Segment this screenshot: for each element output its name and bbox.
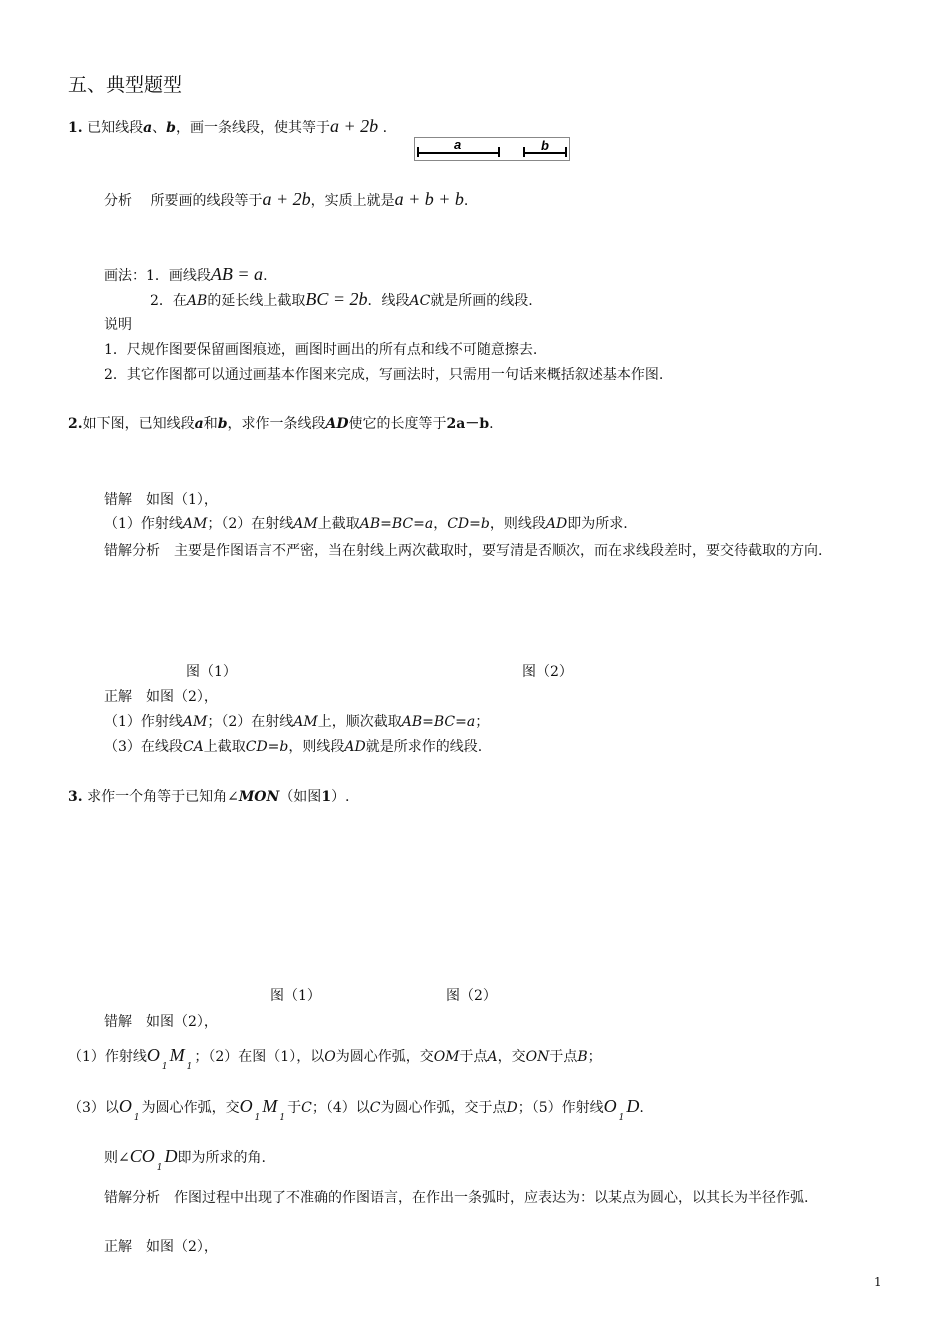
figure-2-caption: 图（2） bbox=[522, 664, 573, 680]
correct-solution-label: 正解 如图（2）， bbox=[104, 1239, 218, 1255]
wrong-solution-steps-1-2: （1）作射线$O_1M_1$；（2）在图（1），以O为圆心作弧，交OM于点A，交ON于点B； bbox=[68, 1045, 602, 1072]
note-2: 2．其它作图都可以通过画基本作图来完成，写画法时，只需用一句话来概括叙述基本作图. bbox=[104, 367, 664, 383]
wrong-solution-steps: （1）作射线AM；（2）在射线AM上截取AB=BC=a，CD=b，则线段AD即为所求. bbox=[104, 516, 628, 532]
problem-3-statement: 3. 求作一个角等于已知角∠MON（如图1）. bbox=[68, 789, 350, 805]
correct-solution-step-1: （1）作射线AM；（2）在射线AM上，顺次截取AB=BC=a； bbox=[104, 714, 490, 730]
problem-1-statement: 1. 已知线段a、b，画一条线段，使其等于a + 2b . bbox=[68, 116, 388, 136]
segment-b-label: b bbox=[541, 138, 549, 153]
wrong-solution-analysis: 错解分析 主要是作图语言不严密，当在射线上两次截取时，要写清是否顺次，而在求线段差时，要交待截取的方向. bbox=[104, 543, 823, 559]
conclusion-line: 则$\angle CO_1D$即为所求的角. bbox=[104, 1146, 266, 1173]
wrong-solution-steps-3-5: （3）以$O_1$为圆心作弧，交$O_1M_1$于C；（4）以C为圆心作弧，交于点D；（5）作射线$O_1D$. bbox=[68, 1096, 644, 1123]
page-number: 1 bbox=[874, 1275, 882, 1289]
math-expression: a + 2b bbox=[329, 116, 379, 136]
wrong-solution-analysis: 错解分析 作图过程中出现了不准确的作图语言，在作出一条弧时，应表达为：以某点为圆心，以其长为半径作弧. bbox=[104, 1190, 809, 1206]
figure-1-caption: 图（1） bbox=[270, 988, 321, 1004]
problem-number: 1. bbox=[68, 120, 83, 136]
wrong-solution-label: 错解 如图（2）， bbox=[104, 1014, 218, 1030]
correct-solution-label: 正解 如图（2）， bbox=[104, 689, 218, 705]
figure-2-caption: 图（2） bbox=[446, 988, 497, 1004]
segment-figure bbox=[414, 137, 570, 161]
note-1: 1．尺规作图要保留画图痕迹，画图时画出的所有点和线不可随意擦去. bbox=[104, 342, 538, 358]
problem-2-statement: 2.如下图，已知线段a和b，求作一条线段AD使它的长度等于2a－b. bbox=[68, 416, 494, 432]
section-title: 五、典型题型 bbox=[68, 74, 183, 96]
method-step-2: 2．在AB的延长线上截取BC = 2b．线段AC就是所画的线段. bbox=[150, 289, 533, 309]
analysis-line: 分析 所要画的线段等于a + 2b，实质上就是a + b + b. bbox=[104, 189, 469, 209]
figure-1-caption: 图（1） bbox=[186, 664, 237, 680]
note-label: 说明 bbox=[104, 317, 132, 333]
correct-solution-step-3: （3）在线段CA上截取CD=b，则线段AD就是所求作的线段. bbox=[104, 739, 483, 755]
method-step-1: 画法：1．画线段AB = a. bbox=[104, 264, 268, 284]
segment-a-label: a bbox=[454, 137, 462, 152]
wrong-solution-label: 错解 如图（1）， bbox=[104, 492, 218, 508]
